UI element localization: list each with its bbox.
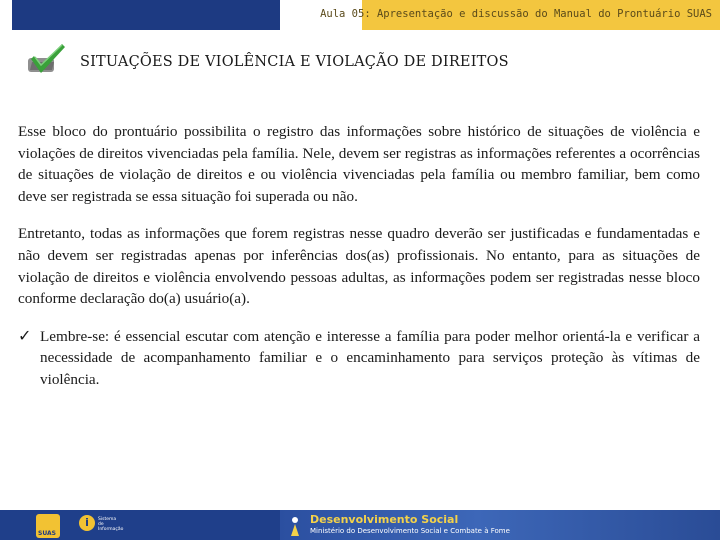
reminder-text: Lembre-se: é essencial escutar com atenção e interesse a família para poder melhor orientá-la e verificar a necessidade de acompanhamento familiar e o encaminhamento para serviços proteção às vítimas de violência. [40, 327, 700, 388]
paragraph: Esse bloco do prontuário possibilita o registro das informações sobre histórico de situações de violência e violações de direitos vivenciadas pela família. Nele, devem ser registras as informações referentes a ocorrências de situações de violação de direitos e ou violência vivenciadas pela família ou membro familiar, bem como deve ser registrada se essa situação foi superada ou não. [18, 123, 700, 205]
paragraph: Entretanto, todas as informações que forem registras nesse quadro deverão ser justificadas e fundamentadas e não devem ser registradas apenas por inferências dos(as) profissionais. No entanto, para as situações de violação de direitos e violência envolvendo pessoas adultas, as informações podem ser registradas nesse bloco conforme declaração do(a) usuário(a). [18, 225, 700, 308]
footer-left-panel [12, 0, 280, 30]
ministry-mark-icon [289, 514, 301, 536]
suas-label: SUAS [38, 530, 56, 537]
ministry-subtitle: Ministério do Desenvolvimento Social e Combate à Fome [310, 527, 510, 535]
info-icon: i [79, 515, 95, 531]
check-bullet-icon: ✓ [18, 327, 32, 345]
reminder-bullet [18, 326, 700, 391]
section-title: SITUAÇÕES DE VIOLÊNCIA E VIOLAÇÃO DE DIREITOS [80, 54, 509, 70]
header-bar [320, 0, 720, 30]
lesson-title: Aula 05: Apresentação e discussão do Manual do Prontuário SUAS [320, 8, 712, 20]
checkmark-icon [26, 40, 68, 78]
info-label: Sistema de Informação [98, 517, 124, 532]
document-body [18, 121, 700, 391]
ministry-title: Desenvolvimento Social [310, 513, 459, 526]
